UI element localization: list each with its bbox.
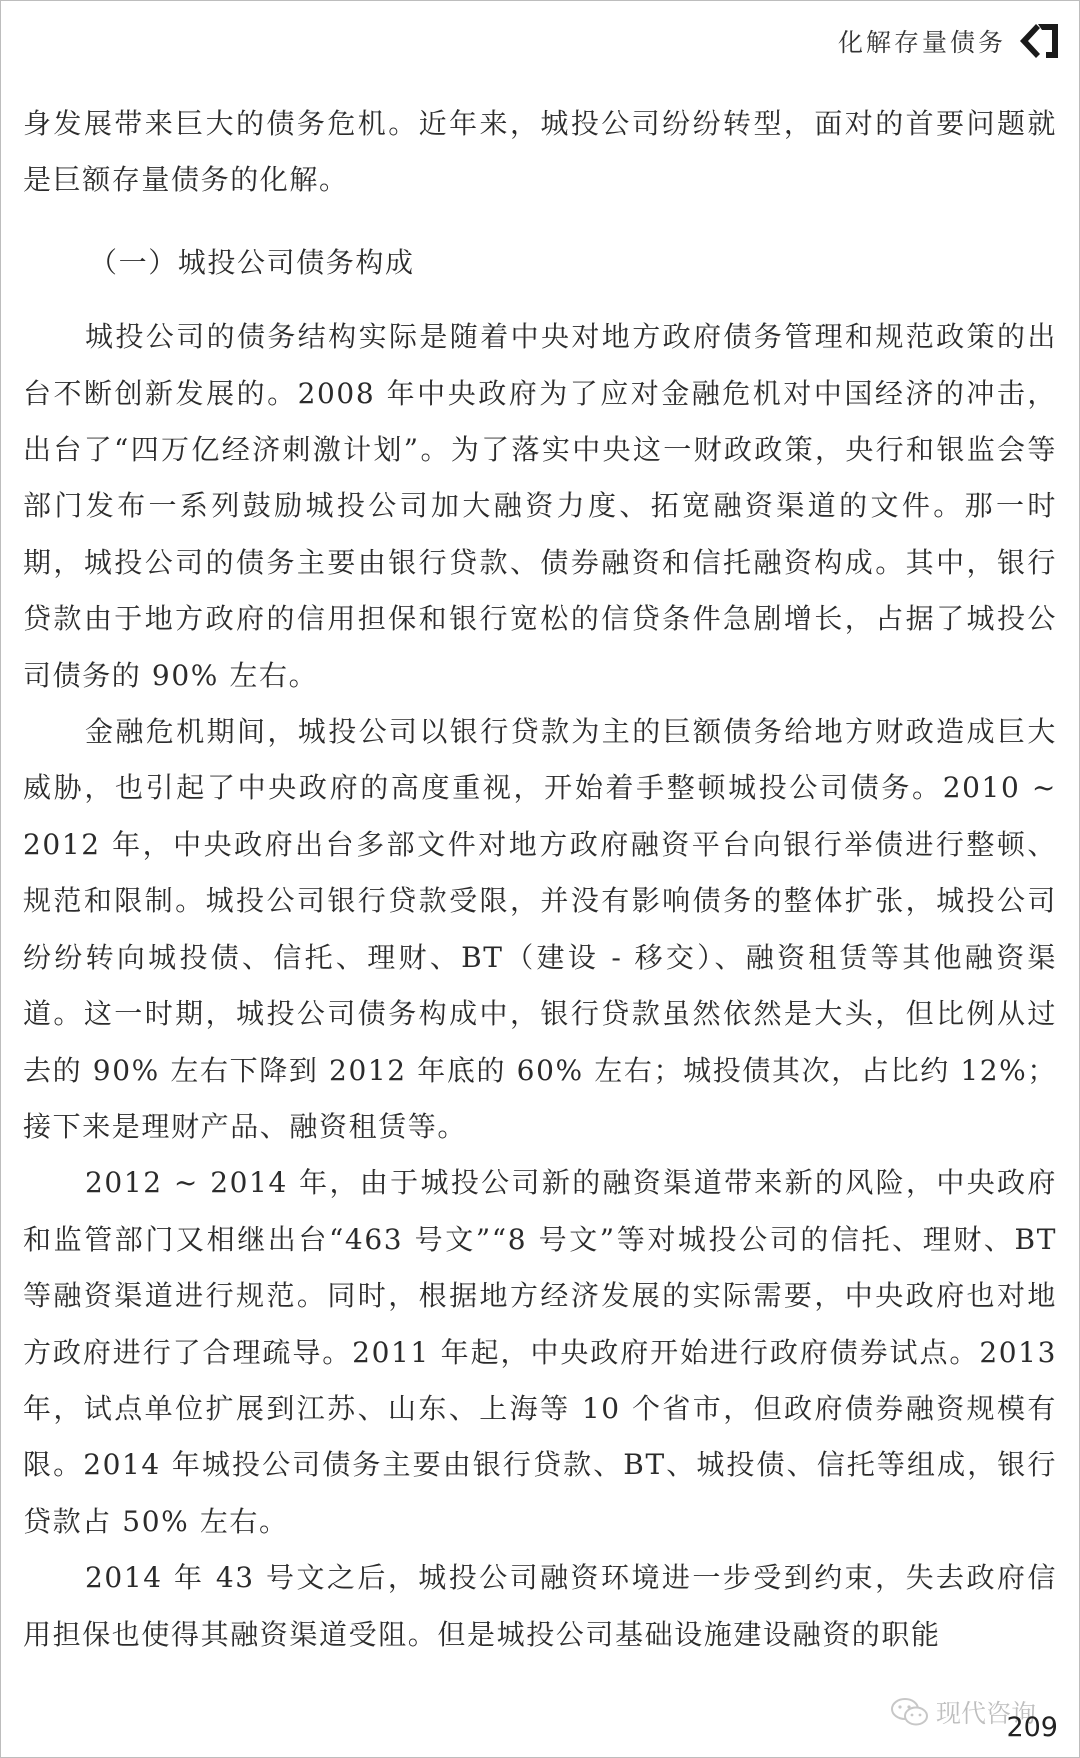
page-number: 209: [1006, 1712, 1058, 1743]
running-head: [838, 18, 1060, 64]
paragraph: 城投公司的债务结构实际是随着中央对地方政府债务管理和规范政策的出台不断创新发展的。2008 年中央政府为了应对金融危机对中国经济的冲击，出台了“四万亿经济刺激计划”。为了落实中央这一财政政策，央行和银监会等部门发布一系列鼓励城投公司加大融资力度、拓宽融资渠道的文件。那一时期，城投公司的债务主要由银行贷款、债券融资和信托融资构成。其中，银行贷款由于地方政府的信用担保和银行宽松的信贷条件急剧增长，占据了城投公司债务的 90% 左右。: [23, 320, 1057, 692]
corner-bracket-icon: [1016, 20, 1060, 62]
body-text: [23, 96, 1057, 1663]
paragraph-continued: 身发展带来巨大的债务危机。近年来，城投公司纷纷转型，面对的首要问题就是巨额存量债务的化解。: [23, 107, 1057, 197]
paragraph: 2014 年 43 号文之后，城投公司融资环境进一步受到约束，失去政府信用担保也使得其融资渠道受阻。但是城投公司基础设施建设融资的职能: [23, 1561, 1057, 1651]
paragraph: 金融危机期间，城投公司以银行贷款为主的巨额债务给地方财政造成巨大威胁，也引起了中央政府的高度重视，开始着手整顿城投公司债务。2010 ~ 2012 年，中央政府出台多部文件对地方政府融资平台向银行举债进行整顿、规范和限制。城投公司银行贷款受限，并没有影响债务的整体扩张，城投公司纷纷转向城投债、信托、理财、BT（建设 - 移交）、融资租赁等其他融资渠道。这一时期，城投公司债务构成中，银行贷款虽然依然是大头，但比例从过去的 90% 左右下降到 2012 年底的 60% 左右；城投债其次，占比约 12%；接下来是理财产品、融资租赁等。: [23, 715, 1057, 1143]
watermark-text: 现代咨询: [936, 1699, 1037, 1728]
running-title: 化解存量债务: [837, 28, 1006, 57]
wechat-icon: [890, 1696, 930, 1728]
section-heading: （一）城投公司债务构成: [89, 245, 415, 279]
paragraph: 2012 ~ 2014 年，由于城投公司新的融资渠道带来新的风险，中央政府和监管部门又相继出台“463 号文”“8 号文”等对城投公司的信托、理财、BT 等融资渠道进行规范。同时，根据地方经济发展的实际需要，中央政府也对地方政府进行了合理疏导。2011 年起，中央政府开始进行政府债券试点。2013 年，试点单位扩展到江苏、山东、上海等 10 个省市，但政府债券融资规模有限。2014 年城投公司债务主要由银行贷款、BT、城投债、信托等组成，银行贷款占 50% 左右。: [23, 1166, 1057, 1538]
